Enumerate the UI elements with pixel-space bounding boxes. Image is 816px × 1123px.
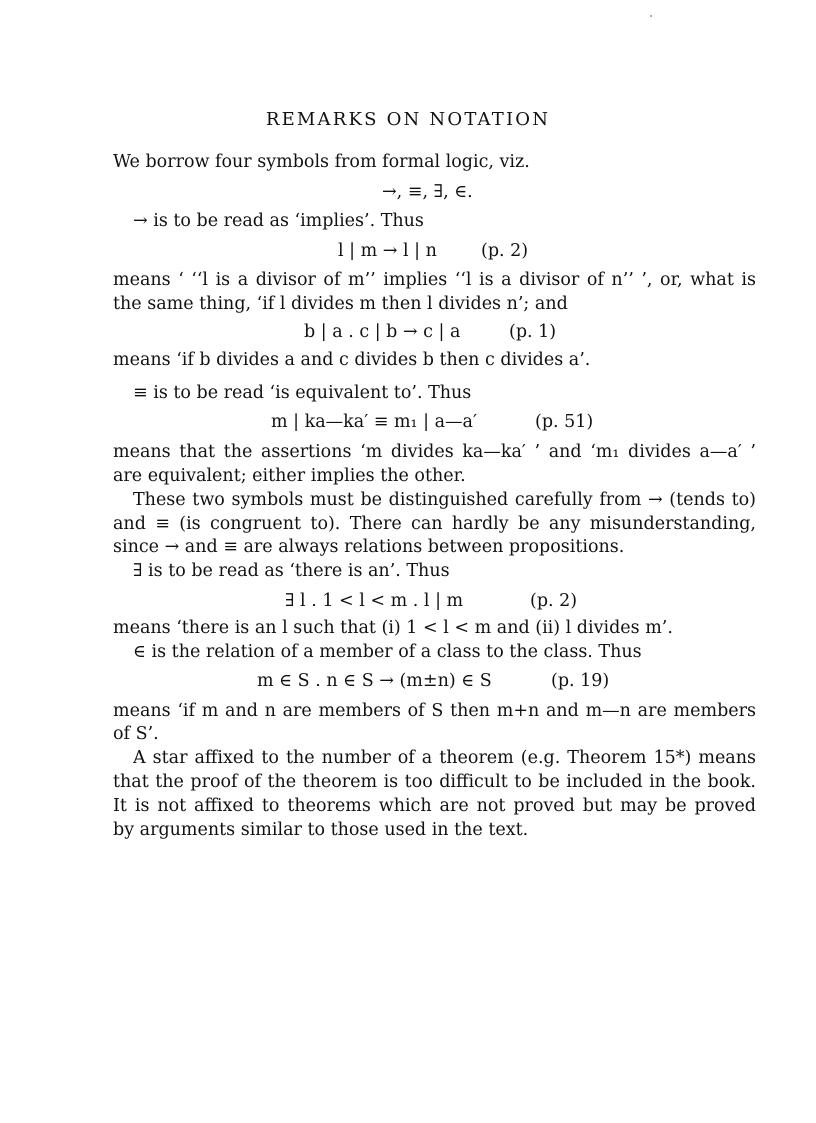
implies-explanation-2: means ‘if b divides a and c divides b then c divides a’. bbox=[113, 350, 591, 370]
star-note-c: It is not affixed to theorems which are not proved but may be proved bbox=[113, 796, 756, 816]
implies-explanation-1b: the same thing, ‘if l divides m then l divides n’; and bbox=[113, 294, 568, 314]
exists-ref: (p. 2) bbox=[530, 591, 578, 611]
equivalent-formula: m | ka—ka′ ≡ m₁ | a—a′ bbox=[271, 412, 477, 432]
equivalent-explanation-a: means that the assertions ‘m divides ka—ka′ ’ and ‘m₁ divides a—a′ ’ bbox=[113, 442, 756, 462]
implies-ref-2: (p. 1) bbox=[509, 322, 557, 342]
equivalent-definition: ≡ is to be read ‘is equivalent to’. Thus bbox=[133, 383, 472, 403]
distinguish-note-c: since → and ≡ are always relations between propositions. bbox=[113, 537, 625, 557]
distinguish-note-b: and ≡ (is congruent to). There can hardly be any misunderstanding, bbox=[113, 514, 756, 534]
exists-definition: ∃ is to be read as ‘there is an’. Thus bbox=[133, 561, 450, 581]
equivalent-ref: (p. 51) bbox=[535, 412, 594, 432]
member-formula: m ∈ S . n ∈ S → (m±n) ∈ S bbox=[257, 671, 492, 691]
exists-formula: ∃ l . 1 < l < m . l | m bbox=[285, 591, 464, 611]
implies-formula-1: l | m → l | n bbox=[338, 241, 437, 261]
exists-explanation: means ‘there is an l such that (i) 1 < l < m and (ii) l divides m’. bbox=[113, 618, 673, 638]
implies-formula-2: b | a . c | b → c | a bbox=[304, 322, 461, 342]
member-ref: (p. 19) bbox=[551, 671, 610, 691]
scan-speck bbox=[650, 15, 652, 17]
distinguish-note-a: These two symbols must be distinguished carefully from → (tends to) bbox=[133, 490, 756, 510]
implies-explanation-1a: means ‘ ‘‘l is a divisor of m’’ implies ‘‘l is a divisor of n’’ ’, or, what is bbox=[113, 270, 756, 290]
intro-text: We borrow four symbols from formal logic, viz. bbox=[113, 152, 530, 172]
star-note-b: that the proof of the theorem is too difficult to be included in the book. bbox=[113, 772, 756, 792]
member-explanation-b: of S’. bbox=[113, 724, 159, 744]
member-definition: ∈ is the relation of a member of a class to the class. Thus bbox=[133, 642, 642, 662]
symbols-display: →, ≡, ∃, ∈. bbox=[382, 182, 473, 202]
equivalent-explanation-b: are equivalent; either implies the other. bbox=[113, 466, 466, 486]
implies-ref-1: (p. 2) bbox=[481, 241, 529, 261]
star-note-a: A star affixed to the number of a theorem (e.g. Theorem 15*) means bbox=[133, 748, 756, 768]
member-explanation-a: means ‘if m and n are members of S then m+n and m—n are members bbox=[113, 701, 756, 721]
implies-definition: → is to be read as ‘implies’. Thus bbox=[133, 211, 424, 231]
page-title: REMARKS ON NOTATION bbox=[265, 109, 551, 130]
star-note-d: by arguments similar to those used in the text. bbox=[113, 820, 529, 840]
